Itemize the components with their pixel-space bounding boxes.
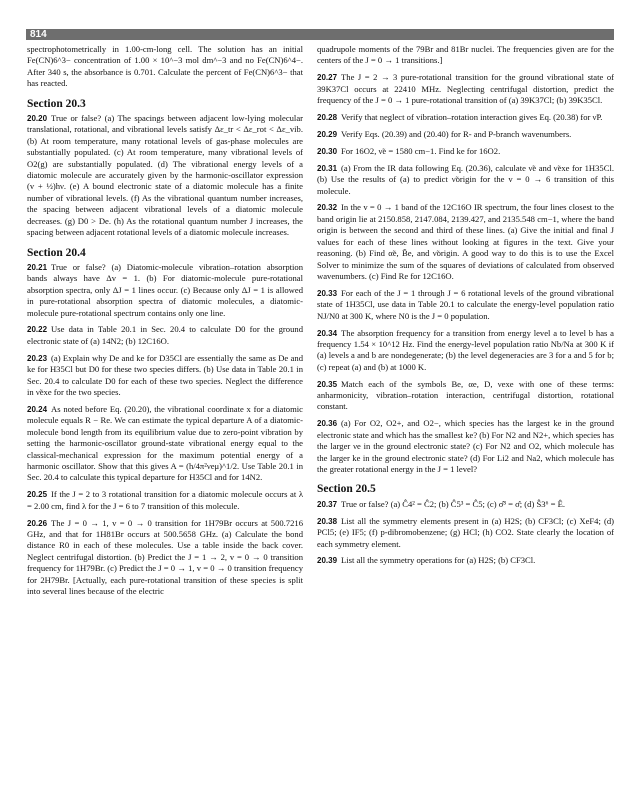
problem-text: For each of the J = 1 through J = 6 rotational levels of the ground vibrational state of 1H35Cl, use data in Table 20.1 to calculate the energy-level population ratio NJ/N0 at 300 K, where N0 is the J = 0 population. [317, 287, 614, 321]
problem-number: 20.35 [317, 379, 338, 389]
problem-20-30 [317, 146, 614, 157]
problem-text: (a) For O2, O2+, and O2−, which species has the largest ke in the ground electronic state and which has the smallest ke? (b) For N2 and N2+, which species has the larger νe in the ground electronic state? (c) For N2 and O2, which molecule has the larger ke in the ground electronic state? (d) For Li2 and Na2, which molecule has the greater rotational energy in the J = 1 level? [317, 418, 614, 474]
problem-number: 20.32 [317, 203, 338, 213]
problem-20-20 [27, 113, 303, 238]
section-heading-20-4: Section 20.4 [27, 246, 86, 259]
problem-20-37 [317, 499, 614, 510]
problem-20-35 [317, 379, 614, 413]
problem-20-26 [27, 518, 303, 598]
problem-20-32 [317, 202, 614, 282]
problem-20-25 [27, 489, 303, 512]
problem-text: (a) From the IR data following Eq. (20.36), calculate ν̃e and ν̃exe for 1H35Cl. (b) Use the results of (a) to predict ν̃origin for the v = 0 → 6 transition of this molecule. [317, 162, 614, 196]
problem-text: Verify Eqs. (20.39) and (20.40) for R- and P-branch wavenumbers. [341, 128, 572, 139]
problem-number: 20.25 [27, 490, 48, 500]
problem-number: 20.37 [317, 499, 338, 509]
problem-number: 20.36 [317, 419, 338, 429]
problem-text: List all the symmetry operations for (a) H2S; (b) CF3Cl. [341, 555, 536, 566]
problem-text: The absorption frequency for a transition from energy level a to level b has a frequency 1.54 × 10^12 Hz. Find the energy-level population ratio Nb/Na at 300 K if (a) levels a and b are nondegenerate; (b) the level degeneracies are 3 for a and 5 for b; (c) repeat (a) and (b) at 1000 K. [317, 327, 614, 372]
problem-20-31 [317, 163, 614, 197]
problem-20-27 [317, 72, 614, 106]
problem-number: 20.38 [317, 516, 338, 526]
problem-number: 20.24 [27, 404, 48, 414]
problem-number: 20.20 [27, 114, 48, 124]
problem-number: 20.30 [317, 146, 338, 156]
problem-number: 20.29 [317, 129, 338, 139]
problem-text: Use data in Table 20.1 in Sec. 20.4 to calculate D0 for the ground electronic state of (a) 14N2; (b) 12C16O. [27, 324, 303, 346]
problem-text: In the v = 0 → 1 band of the 12C16O IR spectrum, the four lines closest to the band origin lie at 2150.858, 2147.084, 2139.427, and 2135.548 cm−1, where the band origin is between the second and third of these lines. (a) Give the initial and final J values for each of these lines without looking at figures in the text. Give your reasoning. (b) Find α̃e, B̃e, and ν̃origin. A good way to do this is to use the Excel Solver to minimize the sum of the squares of deviations of calculated from observed wavenumbers. (c) Find Re for 12C16O. [317, 202, 614, 281]
problem-20-36 [317, 418, 614, 475]
problem-number: 20.28 [317, 113, 338, 123]
problem-20-38 [317, 516, 614, 550]
problem-text: List all the symmetry elements present in (a) H2S; (b) CF3Cl; (c) XeF4; (d) PCl5; (e) IF5; (f) p-dibromobenzene; (g) HCl; (h) CO2. State clearly the location of each symmetry element. [317, 515, 614, 549]
problem-number: 20.22 [27, 325, 48, 335]
page-number: 814 [30, 29, 47, 40]
problem-number: 20.21 [27, 262, 48, 272]
problem-text: Verify that neglect of vibration–rotation interaction gives Eq. (20.38) for ν̃P. [341, 112, 603, 123]
problem-20-21 [27, 262, 303, 319]
problem-number: 20.26 [27, 518, 48, 528]
problem-text: True or false? (a) Ĉ4² = Ĉ2; (b) Ĉ5³ = Ĉ5; (c) σ̂³ = σ̂; (d) Ŝ3⁶ = Ê. [341, 498, 566, 509]
section-heading-20-5: Section 20.5 [317, 483, 376, 496]
problem-text: For 16O2, ν̃e = 1580 cm−1. Find ke for 16O2. [341, 145, 501, 156]
problem-text: True or false? (a) Diatomic-molecule vibration–rotation absorption bands always have Δv = 1. (b) For diatomic-molecule pure-rotational absorption spectra, only ΔJ = 1 lines occur. (c) Because only ΔJ = 1 is allowed in pure-rotational absorption spectra of diatomic molecules, a diatomic-molecule pure-rotational spectrum contains only one line. [27, 261, 303, 318]
problem-number: 20.27 [317, 73, 338, 83]
problem-number: 20.34 [317, 328, 338, 338]
problem-20-24 [27, 404, 303, 484]
intro-paragraph: spectrophotometrically in 1.00-cm-long cell. The solution has an initial Fe(CN)6^3− concentration of 1.00 × 10^−3 mol dm^−3 and no Fe(CN)6^4−. After 340 s, the absorbance is 0.701. Calculate the percent of Fe(CN)6^3− that has reacted. [27, 44, 303, 89]
problem-20-23 [27, 353, 303, 399]
continued-paragraph: quadrupole moments of the 79Br and 81Br nuclei. The frequencies given are for the centers of the J = 0 → 1 transitions.] [317, 44, 614, 66]
problem-text: The J = 2 → 3 pure-rotational transition for the ground vibrational state of 39K37Cl occurs at 22410 MHz. Neglecting centrifugal distortion, predict the frequency of the J = 0 → 1 pure-rotational transition of (a) 39K37Cl; (b) 39K35Cl. [317, 72, 614, 106]
problem-text: As noted before Eq. (20.20), the vibrational coordinate x for a diatomic molecule equals R − Re. We can estimate the typical departure A of a diatomic-molecule bond length from its equilibrium value due to zero-point vibration by setting the harmonic-oscillator ground-state vibrational energy equal to the classical-mechanical expression for the maximum potential energy of a harmonic oscillator. Show that this gives A = (h/4π²νeμ)^1/2. Use Table 20.1 in Sec. 20.4 to calculate this typical departure for H35Cl and for 14N2. [27, 403, 303, 483]
problem-text: True or false? (a) The spacings between adjacent low-lying molecular translational, rotational, and vibrational levels satisfy Δε_tr < Δε_rot < Δε_vib. (b) At room temperature, many rotational levels of gas-phase molecules are substantially populated. (c) At room temperature, many vibrational levels of O2(g) are substantially populated. (d) The vibrational energy levels of a diatomic molecule are accurately given by the harmonic-oscillator expression (v + ½)hν. (e) A bound electronic state of a diatomic molecule has a finite number of vibrational levels. (f) As the vibrational quantum number increases, the spacing between adjacent vibrational levels of a diatomic molecule decreases. (g) D0 > De. (h) As the rotational quantum number J increases, the spacing between adjacent rotational levels of a diatomic molecule increases. [27, 113, 303, 238]
page-header-bar [26, 29, 614, 40]
problem-text: If the J = 2 to 3 rotational transition for a diatomic molecule occurs at λ = 2.00 cm, find λ for the J = 6 to 7 transition of this molecule. [27, 489, 303, 511]
problem-number: 20.31 [317, 163, 338, 173]
problem-20-33 [317, 288, 614, 322]
problem-20-28 [317, 112, 614, 123]
section-heading-20-3: Section 20.3 [27, 97, 86, 110]
problem-number: 20.33 [317, 288, 338, 298]
right-column [317, 44, 614, 572]
problem-text: Match each of the symbols Be, αe, D, νexe with one of these terms: anharmonicity, vibration–rotation interaction, centrifugal distortion, rotational constant. [317, 378, 614, 412]
problem-text: The J = 0 → 1, v = 0 → 0 transition for 1H79Br occurs at 500.7216 GHz, and that for 1H81Br occurs at 500.5658 GHz. (a) Calculate the bond distance R0 in each of these molecules. Use a table inside the back cover. Neglect centrifugal distortion. (b) Predict the J = 1 → 2, v = 0 → 0 transition frequency for 1H79Br. (c) Predict the J = 0 → 1, v = 0 → 0 transition frequency for 2H79Br. [Actually, each pure-rotational transition of these species is split into several lines because of the electric [27, 517, 303, 596]
problem-number: 20.39 [317, 556, 338, 566]
problem-20-29 [317, 129, 614, 140]
problem-text: (a) Explain why De and ke for D35Cl are essentially the same as De and ke for H35Cl but D0 for these two species differs. (b) Use data in Table 20.1 in Sec. 20.4 to calculate D0 for each of these two species. Neglect the difference in ν̃exe for the two species. [27, 352, 303, 397]
problem-20-34 [317, 328, 614, 374]
problem-20-22 [27, 324, 303, 347]
problem-20-39 [317, 555, 614, 566]
left-column [27, 44, 303, 603]
problem-number: 20.23 [27, 353, 48, 363]
